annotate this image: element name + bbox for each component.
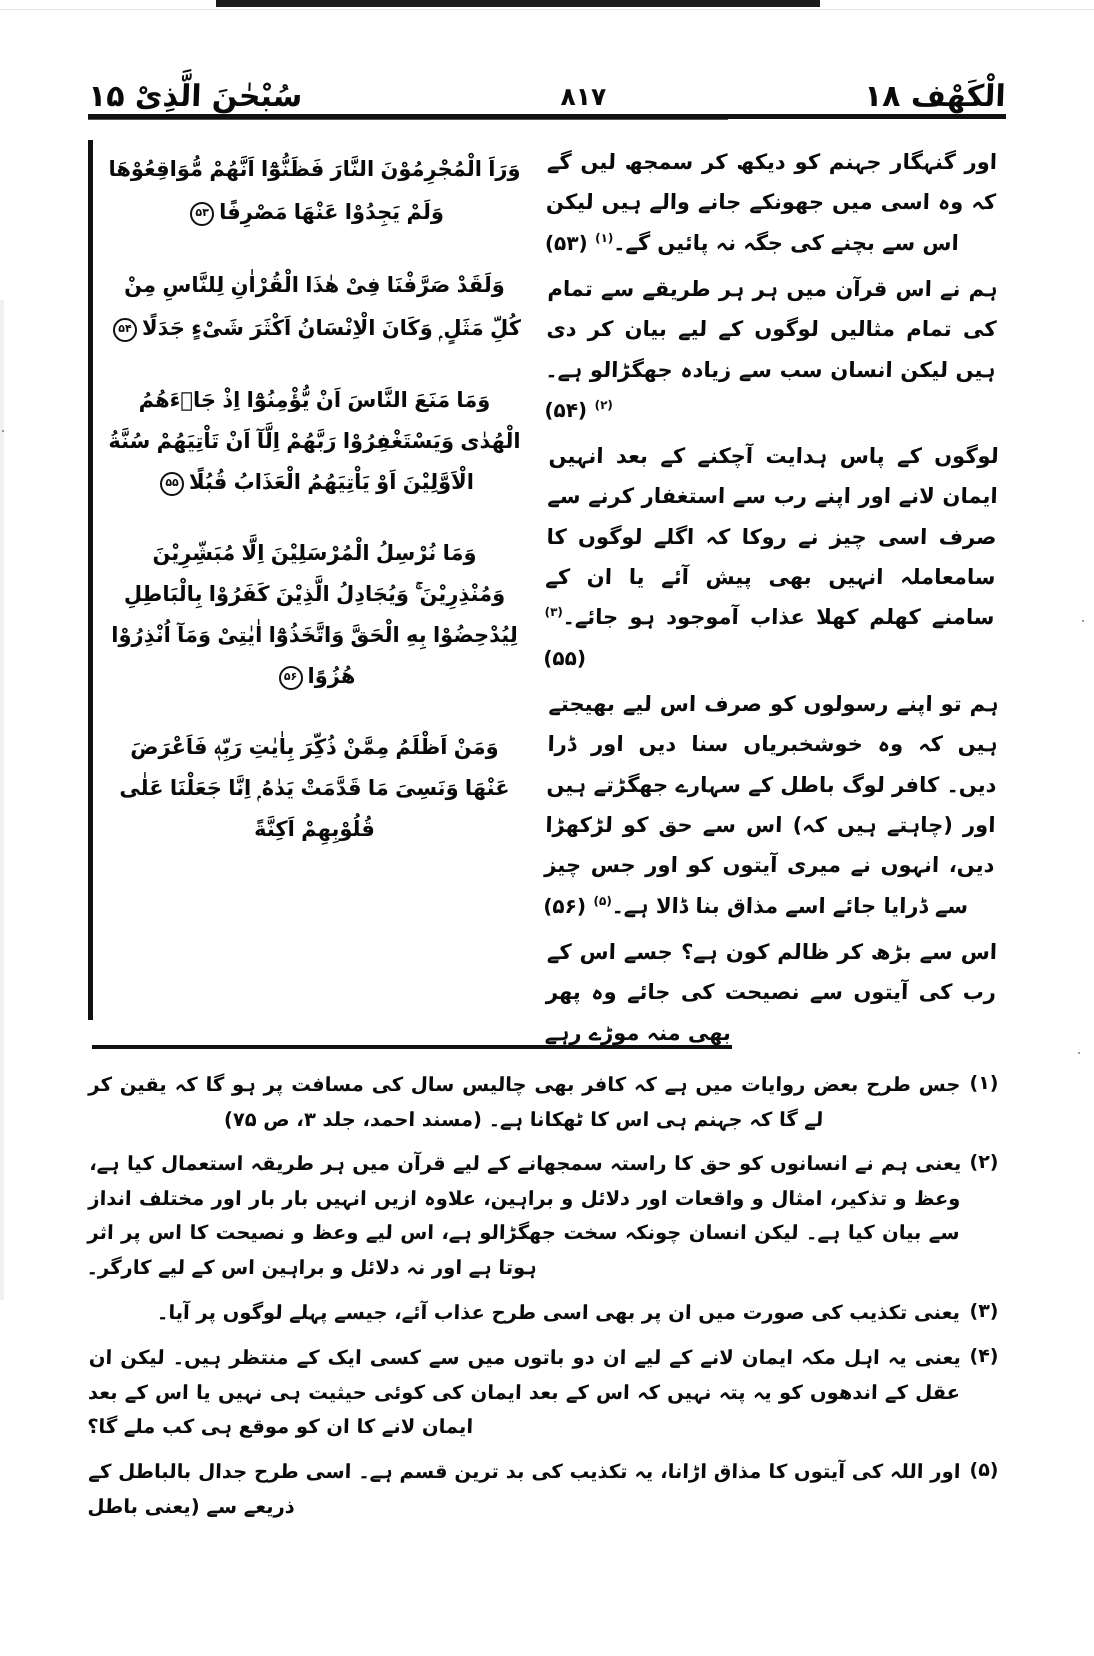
scan-top-notch	[216, 0, 820, 7]
ayah-block	[107, 380, 522, 503]
footnote-reference[interactable]: (۲)	[594, 397, 614, 412]
footnote-body	[87, 1341, 962, 1445]
verse-number: (۵۳)	[544, 230, 588, 255]
urdu-translation-column	[540, 140, 1006, 1045]
urdu-paragraph	[544, 142, 997, 263]
footnote-marker: (۳)	[969, 1300, 999, 1323]
footnote-reference[interactable]: (۵)	[593, 893, 612, 908]
footnote-text: یعنی تکذیب کی صورت میں ان پر بھی اسی طرح عذاب آئے، جیسے پہلے لوگوں پر آیا۔	[156, 1301, 961, 1325]
footnote-text: اور اللہ کی آیتوں کا مذاق اڑانا، یہ تکذیب کی بد ترین قسم ہے۔ اسی طرح جدال بالباطل کے ذریعے سے (یعنی باطل	[87, 1460, 961, 1518]
footnote-text: یعنی ہم نے انسانوں کو حق کا راستہ سمجھانے کے لیے قرآن میں ہر طریقہ استعمال کیا ہے، وعظ و تذکیر، امثال و واقعات اور دلائل و براہین، علاوہ ازیں انہیں بار بار اور مختلف انداز سے بیان کیا ہے۔ لیکن انسان چونکہ سخت جھگڑالو ہے، اس لیے وعظ و نصیحت کا اس پر اثر ہوتا ہے اور نہ دلائل و براہین اس کے لیے کارگر۔	[86, 1152, 962, 1280]
footnote-reference[interactable]: (۱)	[594, 230, 614, 245]
urdu-text: اور گنہگار جہنم کو دیکھ کر سمجھ لیں گے کہ وہ اسی میں جھونکے جانے والے ہیں لیکن اس سے بچنے کی جگہ نہ پائیں گے۔	[545, 150, 998, 255]
urdu-paragraph	[543, 436, 999, 678]
ayah-text: وَمَا نُرْسِلُ الْمُرْسَلِیْنَ اِلَّا مُبَشِّرِیْنَ وَمُنْذِرِیْنَ ۚ وَیُجَادِلُ الَّذِیْنَ كَفَرُوْا بِالْبَاطِلِ لِیُدْحِضُوْا بِهِ الْحَقَّ وَاتَّخَذُوْٓا اٰیٰتِیْ وَمَآ اُنْذِرُوْا هُزُوًا	[111, 541, 518, 688]
header-divider	[88, 114, 1006, 119]
page-body	[88, 140, 1006, 1045]
urdu-paragraph	[544, 932, 997, 1053]
ayah-block	[107, 533, 522, 697]
ayah-number-marker: ۵۵	[160, 472, 184, 496]
scan-speck	[2, 430, 4, 432]
scan-speck	[1078, 1052, 1080, 1054]
scan-left-edge	[0, 300, 4, 1300]
urdu-text: اس سے بڑھ کر ظالم کون ہے؟ جسے اس کے رب کی آیتوں سے نصیحت کی جائے وہ پھر بھی منہ موڑے رہے	[544, 939, 998, 1045]
footnote-item	[88, 1147, 1008, 1286]
verse-number: (۵۴)	[544, 397, 588, 422]
footnote-marker: (۴)	[969, 1344, 999, 1367]
ayah-number-marker: ۵۶	[279, 666, 303, 690]
page-number: ۸۱۷	[560, 82, 607, 111]
urdu-text: لوگوں کے پاس ہدایت آچکنے کے بعد انہیں ایمان لانے اور اپنے رب سے استغفار کرنے سے صرف اسی چیز نے روکا کہ اگلے لوگوں کا سامعاملہ انہیں بھی پیش آئے یا ان کے سامنے کھلم کھلا عذاب آموجود ہو جائے۔	[545, 444, 999, 630]
ayah-text: وَمَا مَنَعَ النَّاسَ اَنْ یُّؤْمِنُوْٓا اِذْ جَاۗءَهُمُ الْهُدٰى وَیَسْتَغْفِرُوْا رَبَّهُمْ اِلَّآ اَنْ تَاْتِیَهُمْ سُنَّةُ الْاَوَّلِیْنَ اَوْ یَاْتِیَهُمُ الْعَذَابُ قُبُلًا	[108, 388, 521, 495]
footnote-body	[87, 1068, 961, 1137]
urdu-text: ہم نے اس قرآن میں ہر ہر طریقے سے تمام کی تمام مثالیں لوگوں کے لیے بیان کر دی ہیں لیکن انسان سب سے زیادہ جھگڑالو ہے۔	[545, 276, 998, 382]
page-header	[88, 62, 1006, 114]
footnote-marker: (۲)	[969, 1151, 999, 1174]
urdu-paragraph	[543, 684, 999, 926]
ayah-text: وَرَاَ الْمُجْرِمُوْنَ النَّارَ فَظَنُّوْٓا اَنَّهُمْ مُّوَاقِعُوْهَا وَلَمْ يَجِدُوْا عَنْهَا مَصْرِفًا	[108, 157, 521, 225]
verse-number: (۵۵)	[543, 645, 587, 670]
ayah-number-marker: ۵۴	[113, 318, 137, 342]
footnote-text: جس طرح بعض روایات میں ہے کہ کافر بھی چالیس سال کی مسافت پر ہو گا کہ یقین کر لے گا کہ جہنم ہی اس کا ٹھکانا ہے۔	[88, 1073, 961, 1131]
ayah-text: وَلَقَدْ صَرَّفْنَا فِیْ هٰذَا الْقُرْاٰنِ لِلنَّاسِ مِنْ كُلِّ مَثَلٍ ۭ وَكَانَ الْاِنْسَانُ اَكْثَرَ شَیْءٍ جَدَلًا	[124, 273, 521, 341]
urdu-paragraph	[544, 269, 998, 430]
surah-label: الْکَهْف ۱۸	[863, 78, 1007, 114]
footnote-marker: (۱)	[969, 1072, 999, 1094]
ayah-number-marker: ۵۳	[190, 202, 214, 226]
footnote-item	[88, 1455, 1008, 1524]
ayah-block	[107, 148, 522, 234]
scan-speck	[1082, 620, 1084, 622]
footnote-text: یعنی یہ اہل مکہ ایمان لانے کے لیے ان دو باتوں میں سے کسی ایک کے منتظر ہیں۔ لیکن ان عقل کے اندھوں کو یہ پتہ نہیں کہ اس کے بعد ایمان کی کوئی حیثیت ہی نہیں یا اس کے بعد ایمان لانے کا ان کو موقع ہی کب ملے گا؟	[86, 1345, 962, 1439]
footnote-citation: (مسند احمد، جلد ۳، ص ۷۵)	[223, 1107, 483, 1131]
footnote-item	[88, 1296, 1008, 1331]
juz-label: سُبْحٰنَ الَّذِیْ ۱۵	[87, 78, 303, 114]
footnote-reference[interactable]: (۳)	[544, 605, 564, 620]
ayah-block	[107, 727, 522, 850]
footnote-marker: (۵)	[969, 1459, 999, 1482]
footnote-item	[88, 1068, 1008, 1137]
footnote-item	[88, 1341, 1008, 1445]
footnote-body	[87, 1455, 961, 1524]
footnote-body	[86, 1147, 962, 1286]
ayah-text: وَمَنْ اَظْلَمُ مِمَّنْ ذُكِّرَ بِاٰیٰتِ رَبِّهٖ فَاَعْرَضَ عَنْهَا وَنَسِیَ مَا قَدَّمَتْ یَدٰهُ ۭ اِنَّا جَعَلْنَا عَلٰى قُلُوْبِهِمْ اَكِنَّةً	[119, 734, 510, 841]
ayah-block	[107, 264, 522, 350]
footnotes-section	[88, 1068, 1008, 1534]
verse-number: (۵۶)	[543, 893, 587, 918]
arabic-verse-column	[88, 140, 540, 1020]
footnote-divider	[92, 1045, 732, 1049]
scan-top-edge	[0, 0, 1094, 10]
footnote-body	[88, 1296, 961, 1331]
urdu-text: ہم تو اپنے رسولوں کو صرف اس لیے بھیجتے ہیں کہ وہ خوشخبریاں سنا دیں اور ڈرا دیں۔ کافر لوگ باطل کے سہارے جھگڑتے ہیں اور (چاہتے ہیں کہ) اس سے حق کو لڑکھڑا دیں، انہوں نے میری آیتوں کو اور جس چیز سے ڈرایا جائے اسے مذاق بنا ڈالا ہے۔	[544, 692, 999, 918]
